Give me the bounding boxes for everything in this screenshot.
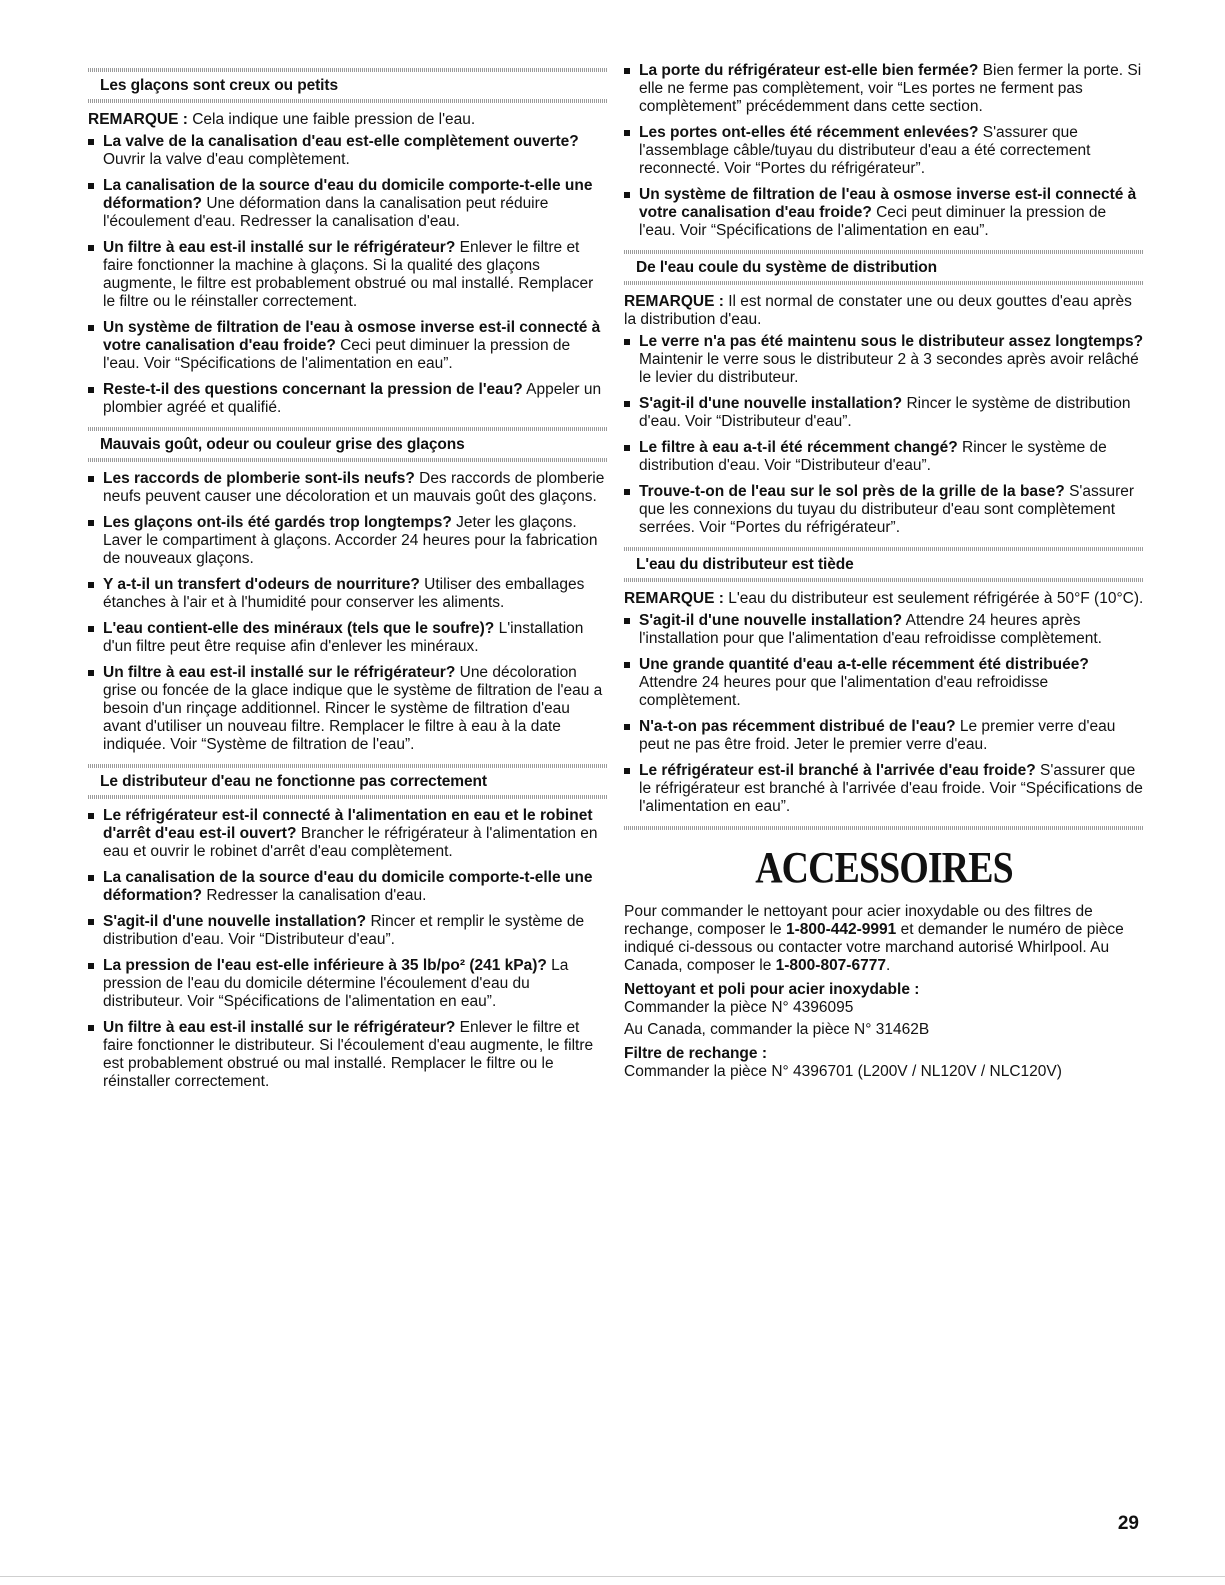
item-answer: Rincer et remplir le système de distribution d'eau. Voir “Distributeur d'eau”. <box>103 913 585 948</box>
item-question: S'agit-il d'une nouvelle installation? <box>103 913 367 930</box>
item-list <box>88 133 608 417</box>
bullet-icon <box>624 68 630 74</box>
item-answer: S'assurer que l'assemblage câble/tuyau du distributeur d'eau a été correctement reconnecté. Voir “Portes du réfrigérateur”. <box>639 124 1091 177</box>
bullet-icon <box>88 670 94 676</box>
left-column <box>88 68 608 1101</box>
list-item <box>639 762 1144 816</box>
bullet-icon <box>624 662 630 668</box>
note-label: REMARQUE : <box>88 111 188 128</box>
section-title: De l'eau coule du système de distribution <box>636 259 938 276</box>
list-item <box>103 319 608 373</box>
bullet-icon <box>88 476 94 482</box>
list-item <box>103 913 608 949</box>
item-answer: Maintenir le verre sous le distributeur 2 à 3 secondes après avoir relâché le levier du distributeur. <box>639 351 1139 386</box>
section-title: L'eau du distributeur est tiède <box>636 556 854 573</box>
list-item <box>639 439 1144 475</box>
item-answer: Utiliser des emballages étanches à l'air et à l'humidité pour conserver les aliments. <box>103 576 585 611</box>
cleaner-canada: Au Canada, commander la pièce N° 31462B <box>624 1021 930 1038</box>
bullet-icon <box>88 875 94 881</box>
hatch-rule-bottom <box>624 578 1144 582</box>
section-title: Le distributeur d'eau ne fonctionne pas correctement <box>100 773 487 790</box>
phone-number: 1-800-442-9991 <box>785 921 897 938</box>
item-answer: Attendre 24 heures après l'installation pour que l'alimentation d'eau refroidisse complètement. <box>639 612 1102 647</box>
item-answer: L'installation d'un filtre peut être requise afin d'enlever les minéraux. <box>103 620 584 655</box>
item-question: La pression de l'eau est-elle inférieure à 35 lb/po² (241 kPa)? <box>103 957 547 974</box>
item-question: Un système de filtration de l'eau à osmose inverse est-il connecté à votre canalisation d'eau froide? <box>639 186 1137 221</box>
item-answer: Attendre 24 heures pour que l'alimentation d'eau refroidisse complètement. <box>639 674 1049 709</box>
item-list <box>88 470 608 754</box>
list-item <box>639 718 1144 754</box>
item-answer: Bien fermer la porte. Si elle ne ferme pas complètement, voir “Les portes ne ferment pas complètement” précédemment dans cette section. <box>639 62 1142 115</box>
hatch-rule-bottom <box>88 458 608 462</box>
list-item <box>639 656 1144 710</box>
section-note <box>624 293 1144 329</box>
item-answer: Appeler un plombier agréé et qualifié. <box>103 381 602 416</box>
bullet-icon <box>88 919 94 925</box>
bullet-icon <box>88 139 94 145</box>
item-question: Le verre n'a pas été maintenu sous le distributeur assez longtemps? <box>639 333 1144 350</box>
bullet-icon <box>624 192 630 198</box>
item-question: Trouve-t-on de l'eau sur le sol près de la grille de la base? <box>639 483 1065 500</box>
bullet-icon <box>88 1025 94 1031</box>
page-number: 29 <box>1117 1513 1139 1534</box>
cleaner-part: Commander la pièce N° 4396095 <box>624 999 854 1016</box>
item-list <box>88 807 608 1091</box>
item-question: L'eau contient-elle des minéraux (tels que le soufre)? <box>103 620 495 637</box>
bullet-icon <box>88 813 94 819</box>
filter-part: Commander la pièce N° 4396701 (L200V / NL120V / NLC120V) <box>624 1063 1062 1080</box>
bullet-icon <box>88 520 94 526</box>
section-header <box>88 764 608 799</box>
section-header <box>624 547 1144 582</box>
intro-text: Pour commander le nettoyant pour acier inoxydable ou des filtres de rechange, composer le <box>624 903 1093 938</box>
list-item <box>103 576 608 612</box>
item-question: Un système de filtration de l'eau à osmose inverse est-il connecté à votre canalisation d'eau froide? <box>103 319 601 354</box>
filter-heading: Filtre de rechange : <box>624 1045 767 1062</box>
item-answer: S'assurer que les connexions du tuyau du distributeur d'eau sont complètement serrées. Voir “Portes du réfrigérateur”. <box>639 483 1135 536</box>
list-item <box>103 957 608 1011</box>
item-question: Un filtre à eau est-il installé sur le réfrigérateur? <box>103 239 456 256</box>
accessories-title: ACCESSOIRES <box>755 843 1013 892</box>
bullet-icon <box>624 130 630 136</box>
item-answer: S'assurer que le réfrigérateur est branché à l'arrivée d'eau froide. Voir “Spécifications de l'alimentation en eau”. <box>639 762 1143 815</box>
item-list <box>624 62 1144 240</box>
list-item <box>103 664 608 754</box>
item-question: S'agit-il d'une nouvelle installation? <box>639 612 903 629</box>
note-label: REMARQUE : <box>624 590 724 607</box>
bullet-icon <box>624 724 630 730</box>
list-item <box>639 612 1144 648</box>
item-question: La canalisation de la source d'eau du domicile comporte-t-elle une déformation? <box>103 869 593 904</box>
bullet-icon <box>624 489 630 495</box>
list-item <box>103 381 608 417</box>
bullet-icon <box>624 618 630 624</box>
item-answer: Des raccords de plomberie neufs peuvent causer une décoloration et un mauvais goût des glaçons. <box>103 470 605 505</box>
list-item <box>103 470 608 506</box>
section-note <box>624 590 1144 608</box>
item-question: Les glaçons ont-ils été gardés trop longtemps? <box>103 514 452 531</box>
section-note <box>88 111 608 129</box>
list-item <box>103 514 608 568</box>
item-answer: Brancher le réfrigérateur à l'alimentation en eau et ouvrir le robinet d'arrêt d'eau complètement. <box>103 825 598 860</box>
bullet-icon <box>88 963 94 969</box>
hatch-rule-bottom <box>624 281 1144 285</box>
item-answer: Jeter les glaçons. Laver le compartiment à glaçons. Accorder 24 heures pour la fabrication de nouveaux glaçons. <box>103 514 598 567</box>
list-item <box>639 483 1144 537</box>
item-answer: Enlever le filtre et faire fonctionner le distributeur. Si l'écoulement d'eau augmente, le filtre est probablement obstrué ou mal installé. Remplacer le filtre ou le réinstaller correctement. <box>103 1019 594 1090</box>
item-question: Y a-t-il un transfert d'odeurs de nourriture? <box>103 576 420 593</box>
item-question: Le réfrigérateur est-il branché à l'arrivée d'eau froide? <box>639 762 1036 779</box>
bullet-icon <box>88 582 94 588</box>
hatch-rule-accessories <box>624 826 1144 830</box>
item-question: Une grande quantité d'eau a-t-elle récemment été distribuée? <box>639 656 1089 673</box>
bullet-icon <box>624 401 630 407</box>
list-item <box>103 1019 608 1091</box>
list-item <box>639 62 1144 116</box>
phone-number-canada: 1-800-807-6777 <box>775 957 886 974</box>
bullet-icon <box>624 339 630 345</box>
item-answer: La pression de l'eau du domicile détermine l'écoulement d'eau du distributeur. Voir “Spécifications de l'alimentation en eau”. <box>103 957 569 1010</box>
item-question: La canalisation de la source d'eau du domicile comporte-t-elle une déformation? <box>103 177 593 212</box>
item-question: Un filtre à eau est-il installé sur le réfrigérateur? <box>103 664 456 681</box>
item-question: Un filtre à eau est-il installé sur le réfrigérateur? <box>103 1019 456 1036</box>
intro-text: . <box>885 957 891 974</box>
item-question: Le réfrigérateur est-il connecté à l'alimentation en eau et le robinet d'arrêt d'eau est-il ouvert? <box>103 807 593 842</box>
bottom-rule <box>0 1576 1225 1577</box>
list-item <box>639 186 1144 240</box>
list-item <box>103 133 608 169</box>
bullet-icon <box>88 245 94 251</box>
item-list <box>624 612 1144 816</box>
item-answer: Redresser la canalisation d'eau. <box>202 887 427 904</box>
list-item <box>639 333 1144 387</box>
list-item <box>639 124 1144 178</box>
cleaner-heading: Nettoyant et poli pour acier inoxydable : <box>624 981 920 998</box>
item-answer: Une déformation dans la canalisation peut réduire l'écoulement d'eau. Redresser la canalisation d'eau. <box>103 195 549 230</box>
item-question: N'a-t-on pas récemment distribué de l'eau? <box>639 718 956 735</box>
note-text: L'eau du distributeur est seulement réfrigérée à 50°F (10°C). <box>723 590 1144 607</box>
section-title: Mauvais goût, odeur ou couleur grise des glaçons <box>100 436 465 453</box>
section-header <box>624 250 1144 285</box>
intro-text: et demander le numéro de pièce indiqué ci-dessous ou contacter votre marchand autorisé Whirlpool. Au Canada, composer le <box>624 921 1124 974</box>
bullet-icon <box>88 183 94 189</box>
item-question: Reste-t-il des questions concernant la pression de l'eau? <box>103 381 523 398</box>
item-question: La valve de la canalisation d'eau est-elle complètement ouverte? <box>103 133 579 150</box>
item-question: Les raccords de plomberie sont-ils neufs? <box>103 470 415 487</box>
item-answer: Une décoloration grise ou foncée de la glace indique que le système de filtration de l'eau a besoin d'un rinçage additionnel. Rincer le système de filtration d'eau avant d'utiliser un nouveau filtre. Remplacer le filtre à eau à la date indiquée. Voir “Système de filtration de l'eau”. <box>103 664 603 753</box>
list-item <box>103 869 608 905</box>
bullet-icon <box>88 325 94 331</box>
item-answer: Enlever le filtre et faire fonctionner la machine à glaçons. Si la qualité des glaçons augmente, le filtre est probablement obstrué ou mal installé. Remplacer le filtre ou le réinstaller correctement. <box>103 239 594 310</box>
note-text: Il est normal de constater une ou deux gouttes d'eau après la distribution d'eau. <box>624 293 1132 328</box>
item-question: Le filtre à eau a-t-il été récemment changé? <box>639 439 958 456</box>
section-header <box>88 68 608 103</box>
list-item <box>103 177 608 231</box>
list-item <box>639 395 1144 431</box>
item-answer: Ouvrir la valve d'eau complètement. <box>103 151 350 168</box>
note-text: Cela indique une faible pression de l'eau. <box>187 111 476 128</box>
item-question: S'agit-il d'une nouvelle installation? <box>639 395 903 412</box>
bullet-icon <box>624 768 630 774</box>
item-question: La porte du réfrigérateur est-elle bien fermée? <box>639 62 979 79</box>
list-item <box>103 620 608 656</box>
item-answer: Le premier verre d'eau peut ne pas être froid. Jeter le premier verre d'eau. <box>639 718 1116 753</box>
item-answer: Rincer le système de distribution d'eau. Voir “Distributeur d'eau”. <box>639 439 1107 474</box>
bullet-icon <box>88 387 94 393</box>
accessories-intro <box>624 903 1144 975</box>
section-header <box>88 427 608 462</box>
item-answer: Ceci peut diminuer la pression de l'eau. Voir “Spécifications de l'alimentation en eau”. <box>103 337 571 372</box>
bullet-icon <box>88 626 94 632</box>
note-label: REMARQUE : <box>624 293 724 310</box>
right-column <box>624 62 1144 1085</box>
hatch-rule-bottom <box>88 99 608 103</box>
bullet-icon <box>624 445 630 451</box>
list-item <box>103 807 608 861</box>
item-list <box>624 333 1144 537</box>
item-answer: Rincer le système de distribution d'eau. Voir “Distributeur d'eau”. <box>639 395 1131 430</box>
section-title: Les glaçons sont creux ou petits <box>100 77 338 94</box>
hatch-rule-bottom <box>88 795 608 799</box>
list-item <box>103 239 608 311</box>
item-answer: Ceci peut diminuer la pression de l'eau. Voir “Spécifications de l'alimentation en eau”. <box>639 204 1107 239</box>
item-question: Les portes ont-elles été récemment enlevées? <box>639 124 979 141</box>
